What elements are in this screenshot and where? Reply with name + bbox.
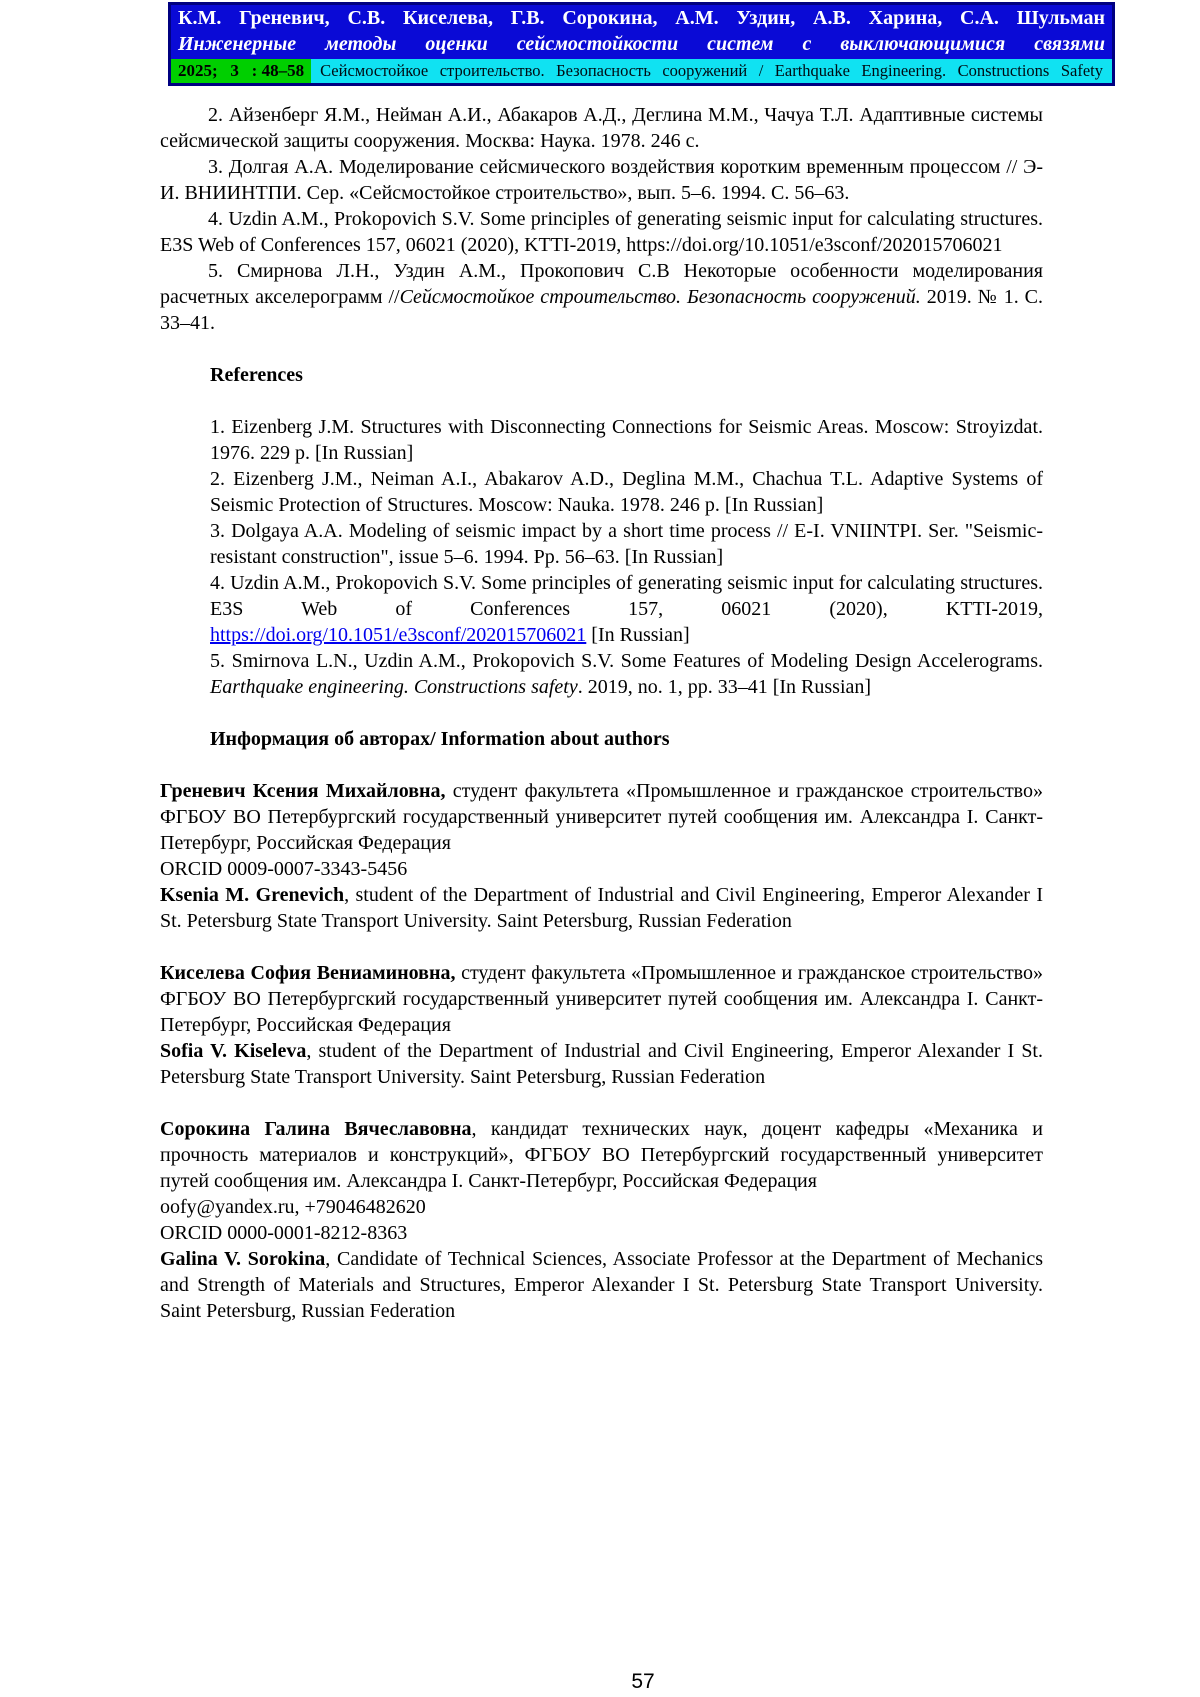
text-run: 2. Eizenberg J.M., Neiman A.I., Abakarov A.D., Deglina M.M., Chachua T.L. Adaptive Systems of Seismic Protection of Structures. Moscow: Nauka. 1978. 246 p. [In Russian] bbox=[210, 468, 1043, 516]
reference-item-russian bbox=[160, 102, 1043, 154]
reference-item-english bbox=[210, 414, 1043, 466]
author-info-paragraph bbox=[160, 856, 1043, 882]
english-references-section bbox=[210, 414, 1043, 700]
author-info-paragraph bbox=[160, 1220, 1043, 1246]
author-info-paragraph bbox=[160, 778, 1043, 856]
banner-authors-line: К.М. Греневич, С.В. Киселева, Г.В. Сорокина, А.М. Уздин, А.В. Харина, С.А. Шульман bbox=[171, 5, 1112, 31]
text-run: Galina V. Sorokina bbox=[160, 1248, 326, 1270]
text-run: Киселева София Вениаминовна, bbox=[160, 962, 456, 984]
text-run: 3. Dolgaya A.A. Modeling of seismic impact by a short time process // E-I. VNIINTPI. Ser. "Seismic-resistant construction", issue 5–6. 1994. Pp. 56–63. [In Russian] bbox=[210, 520, 1043, 568]
text-run: , student of the Department of Industrial and Civil Engineering, Emperor Alexander I St. Petersburg State Transport University. Saint Petersburg, Russian Federation bbox=[160, 1040, 1043, 1088]
author-info-paragraph bbox=[160, 882, 1043, 934]
journal-banner bbox=[168, 2, 1115, 86]
reference-item-english bbox=[210, 466, 1043, 518]
text-run: 2019. № 1. С. 33–41. bbox=[160, 286, 1043, 334]
author-info-paragraph bbox=[160, 960, 1043, 1038]
authors-info-heading: Информация об авторах/ Information about authors bbox=[210, 728, 670, 750]
text-run: студент факультета «Промышленное и гражданское строительство» ФГБОУ ВО Петербургский государственный университет путей сообщения им. Александра I. Санкт-Петербург, Российская Федерация bbox=[160, 962, 1043, 1036]
text-run: , Candidate of Technical Sciences, Associate Professor at the Department of Mechanics and Strength of Materials and Structures, Emperor Alexander I St. Petersburg State Transport University. Saint Petersburg, Russian Federation bbox=[160, 1248, 1043, 1322]
text-run: Earthquake engineering. Constructions safety bbox=[210, 676, 578, 698]
author-info-paragraph bbox=[160, 1246, 1043, 1324]
banner-journal-name: Сейсмостойкое строительство. Безопасность сооружений / Earthquake Engineering. Constructions Safety bbox=[320, 61, 1103, 80]
text-run: Греневич Ксения Михайловна, bbox=[160, 780, 446, 802]
text-run: 3. Долгая А.А. Моделирование сейсмического воздействия коротким временным процессом // Э-И. ВНИИНТПИ. Сер. «Сейсмостойкое строительство», вып. 5–6. 1994. С. 56–63. bbox=[160, 156, 1043, 204]
author-info-paragraph bbox=[160, 1194, 1043, 1220]
text-run: 5. Смирнова Л.Н., Уздин А.М., Прокопович С.В Некоторые особенности моделирования расчетных акселерограмм // bbox=[160, 260, 1043, 308]
reference-item-russian bbox=[160, 154, 1043, 206]
reference-item-russian bbox=[160, 258, 1043, 336]
text-run: . 2019, no. 1, pp. 33–41 [In Russian] bbox=[577, 676, 872, 698]
text-run: , student of the Department of Industrial and Civil Engineering, Emperor Alexander I St. Petersburg State Transport University. Saint Petersburg, Russian Federation bbox=[160, 884, 1043, 932]
references-heading: References bbox=[210, 364, 303, 386]
reference-item-english bbox=[210, 570, 1043, 648]
banner-article-title: Инженерные методы оценки сейсмостойкости систем с выключающимися связями bbox=[171, 31, 1112, 59]
text-run: Ksenia M. Grenevich bbox=[160, 884, 345, 906]
page-number: 57 bbox=[631, 1670, 655, 1693]
banner-issue-row bbox=[171, 59, 1112, 83]
author-info-paragraph bbox=[160, 1038, 1043, 1090]
author-info-paragraph bbox=[160, 1116, 1043, 1194]
russian-references-section bbox=[160, 102, 1043, 336]
reference-item-russian bbox=[160, 206, 1043, 258]
text-run: Sofia V. Kiseleva bbox=[160, 1040, 307, 1062]
text-run: Сейсмостойкое строительство. Безопасность сооружений. bbox=[399, 286, 921, 308]
reference-item-english bbox=[210, 518, 1043, 570]
banner-issue-label: 2025; 3 : 48–58 bbox=[171, 59, 311, 83]
text-run: 4. Uzdin A.M., Prokopovich S.V. Some principles of generating seismic input for calculating structures. E3S Web of Conferences 157, 06021 (2020), KTTI-2019, bbox=[210, 572, 1043, 620]
reference-item-english bbox=[210, 648, 1043, 700]
text-run: oofy@yandex.ru, +79046482620 bbox=[160, 1196, 426, 1218]
text-run: 5. Smirnova L.N., Uzdin A.M., Prokopovich S.V. Some Features of Modeling Design Accelerograms. bbox=[210, 650, 1043, 672]
doi-link[interactable]: https://doi.org/10.1051/e3sconf/202015706021 bbox=[210, 624, 587, 646]
text-run: 1. Eizenberg J.M. Structures with Disconnecting Connections for Seismic Areas. Moscow: Stroyizdat. 1976. 229 p. [In Russian] bbox=[210, 416, 1043, 464]
text-run: 2. Айзенберг Я.М., Нейман А.И., Абакаров А.Д., Деглина М.М., Чачуа Т.Л. Адаптивные системы сейсмической защиты сооружения. Москва: Наука. 1978. 246 с. bbox=[160, 104, 1043, 152]
text-run: , кандидат технических наук, доцент кафедры «Механика и прочность материалов и конструкций», ФГБОУ ВО Петербургский государственный университет путей сообщения им. Александра I. Санкт-Петербург, Российская Федерация bbox=[160, 1118, 1043, 1192]
text-run: Сорокина Галина Вячеславовна bbox=[160, 1118, 472, 1140]
text-run: [In Russian] bbox=[586, 624, 690, 646]
text-run: ORCID 0009-0007-3343-5456 bbox=[160, 858, 408, 880]
text-run: ORCID 0000-0001-8212-8363 bbox=[160, 1222, 408, 1244]
text-run: студент факультета «Промышленное и гражданское строительство» ФГБОУ ВО Петербургский государственный университет путей сообщения им. Александра I. Санкт-Петербург, Российская Федерация bbox=[160, 780, 1043, 854]
page-body bbox=[160, 102, 1043, 1324]
authors-info-section bbox=[160, 778, 1043, 1324]
text-run: 4. Uzdin A.M., Prokopovich S.V. Some principles of generating seismic input for calculating structures. E3S Web of Conferences 157, 06021 (2020), KTTI-2019, https://doi.org/10.1051/e3sconf/202015706021 bbox=[160, 208, 1043, 256]
